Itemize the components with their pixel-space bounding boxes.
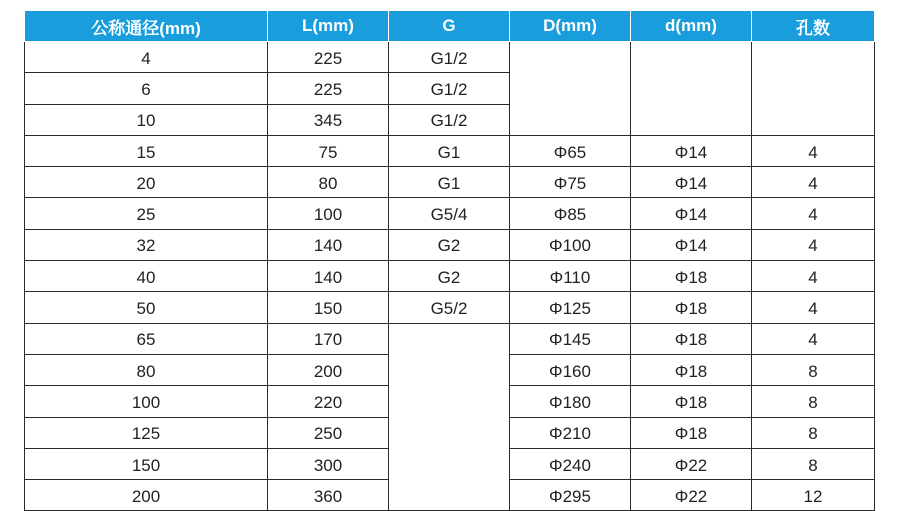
cell-holes: 4 — [752, 167, 875, 198]
cell-g: G1/2 — [389, 42, 510, 73]
cell-g: G1/2 — [389, 104, 510, 135]
cell-hole-d: Φ14 — [631, 229, 752, 260]
cell-holes: 4 — [752, 261, 875, 292]
cell-g: G1 — [389, 135, 510, 166]
cell-empty-merged — [631, 42, 752, 136]
cell-hole-d: Φ14 — [631, 198, 752, 229]
cell-flange-d: Φ145 — [510, 323, 631, 354]
cell-dn: 4 — [25, 42, 268, 73]
cell-dn: 32 — [25, 229, 268, 260]
cell-l: 300 — [268, 448, 389, 479]
cell-l: 360 — [268, 480, 389, 511]
cell-dn: 6 — [25, 73, 268, 104]
cell-flange-d: Φ210 — [510, 417, 631, 448]
header-bolt-hole-diameter: d(mm) — [631, 11, 752, 42]
cell-g: G2 — [389, 261, 510, 292]
cell-l: 140 — [268, 261, 389, 292]
cell-hole-d: Φ18 — [631, 417, 752, 448]
cell-dn: 20 — [25, 167, 268, 198]
cell-dn: 125 — [25, 417, 268, 448]
cell-empty-merged — [510, 42, 631, 136]
cell-holes: 12 — [752, 480, 875, 511]
cell-holes: 4 — [752, 229, 875, 260]
cell-l: 200 — [268, 354, 389, 385]
table-row — [25, 323, 875, 354]
table-row — [25, 42, 875, 73]
table-row — [25, 135, 875, 166]
cell-holes: 4 — [752, 198, 875, 229]
header-thread: G — [389, 11, 510, 42]
cell-flange-d: Φ180 — [510, 386, 631, 417]
cell-dn: 200 — [25, 480, 268, 511]
cell-l: 345 — [268, 104, 389, 135]
header-length: L(mm) — [268, 11, 389, 42]
cell-l: 170 — [268, 323, 389, 354]
cell-l: 220 — [268, 386, 389, 417]
table-row — [25, 167, 875, 198]
cell-l: 225 — [268, 73, 389, 104]
cell-flange-d: Φ295 — [510, 480, 631, 511]
cell-empty-merged — [752, 42, 875, 136]
cell-hole-d: Φ18 — [631, 354, 752, 385]
cell-empty-merged — [389, 323, 510, 511]
cell-hole-d: Φ18 — [631, 261, 752, 292]
cell-holes: 8 — [752, 386, 875, 417]
cell-hole-d: Φ14 — [631, 167, 752, 198]
table-row — [25, 261, 875, 292]
cell-holes: 4 — [752, 323, 875, 354]
cell-flange-d: Φ65 — [510, 135, 631, 166]
cell-hole-d: Φ18 — [631, 292, 752, 323]
cell-holes: 8 — [752, 354, 875, 385]
cell-dn: 150 — [25, 448, 268, 479]
header-hole-count: 孔数 — [752, 11, 875, 42]
cell-g: G5/4 — [389, 198, 510, 229]
cell-l: 140 — [268, 229, 389, 260]
cell-hole-d: Φ14 — [631, 135, 752, 166]
cell-dn: 40 — [25, 261, 268, 292]
cell-dn: 50 — [25, 292, 268, 323]
cell-hole-d: Φ22 — [631, 480, 752, 511]
cell-dn: 65 — [25, 323, 268, 354]
cell-g: G1/2 — [389, 73, 510, 104]
cell-holes: 4 — [752, 135, 875, 166]
header-nominal-diameter: 公称通径(mm) — [25, 11, 268, 42]
cell-flange-d: Φ160 — [510, 354, 631, 385]
cell-l: 100 — [268, 198, 389, 229]
cell-hole-d: Φ18 — [631, 386, 752, 417]
cell-flange-d: Φ85 — [510, 198, 631, 229]
cell-g: G1 — [389, 167, 510, 198]
cell-flange-d: Φ75 — [510, 167, 631, 198]
table-row — [25, 229, 875, 260]
cell-dn: 10 — [25, 104, 268, 135]
cell-l: 225 — [268, 42, 389, 73]
cell-flange-d: Φ125 — [510, 292, 631, 323]
cell-dn: 15 — [25, 135, 268, 166]
cell-holes: 8 — [752, 448, 875, 479]
cell-hole-d: Φ18 — [631, 323, 752, 354]
cell-hole-d: Φ22 — [631, 448, 752, 479]
cell-l: 75 — [268, 135, 389, 166]
cell-g: G5/2 — [389, 292, 510, 323]
cell-flange-d: Φ240 — [510, 448, 631, 479]
cell-l: 150 — [268, 292, 389, 323]
cell-holes: 4 — [752, 292, 875, 323]
cell-l: 250 — [268, 417, 389, 448]
cell-l: 80 — [268, 167, 389, 198]
cell-g: G2 — [389, 229, 510, 260]
cell-dn: 100 — [25, 386, 268, 417]
table-row — [25, 292, 875, 323]
cell-flange-d: Φ110 — [510, 261, 631, 292]
spec-table — [24, 10, 875, 511]
header-flange-diameter: D(mm) — [510, 11, 631, 42]
cell-dn: 80 — [25, 354, 268, 385]
cell-holes: 8 — [752, 417, 875, 448]
cell-flange-d: Φ100 — [510, 229, 631, 260]
cell-dn: 25 — [25, 198, 268, 229]
table-row — [25, 198, 875, 229]
header-row — [25, 11, 875, 42]
